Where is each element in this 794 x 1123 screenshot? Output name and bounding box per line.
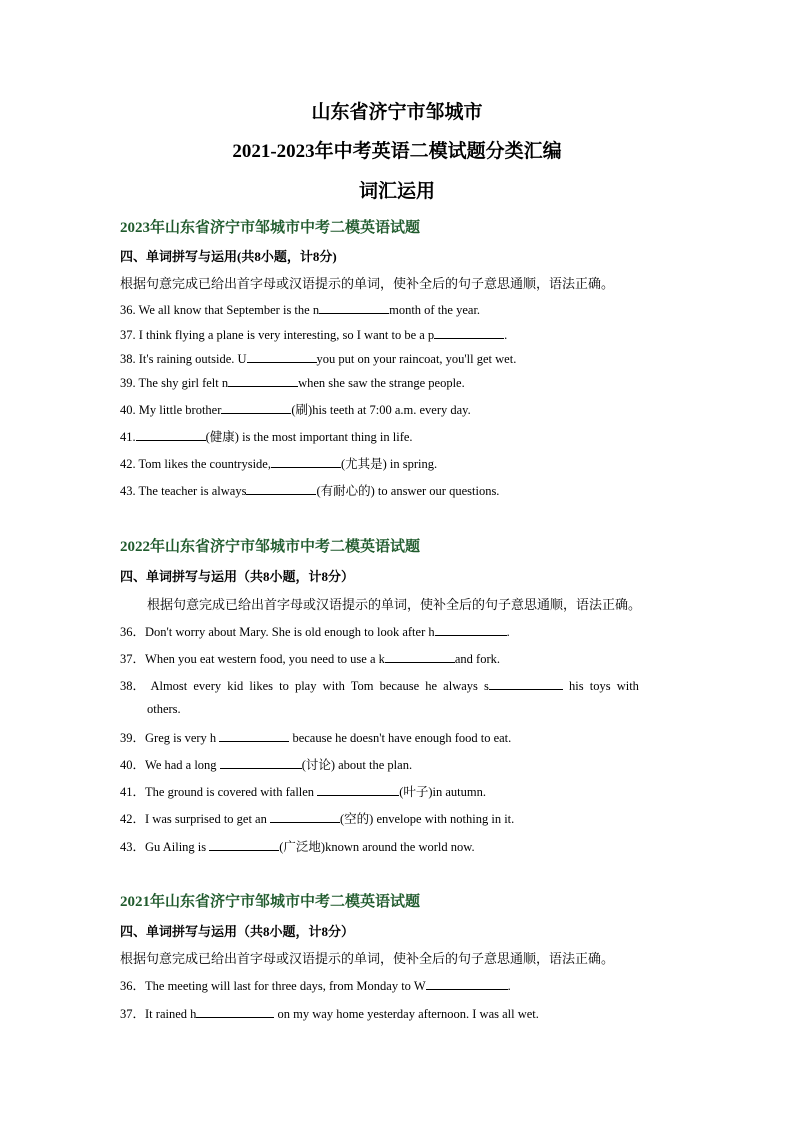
question-2023-40: 40. My little brother (刷)his teeth at 7:00 a.m. every day. xyxy=(120,403,471,417)
question-2021-36: 36．The meeting will last for three days, from Monday to W . xyxy=(120,979,511,993)
section-heading-2023: 2023年山东省济宁市邹城市中考二模英语试题 xyxy=(120,220,421,236)
question-2023-42: 42. Tom likes the countryside, (尤其是) in spring. xyxy=(120,457,438,471)
question-2023-39: 39. The shy girl felt n when she saw the strange people. xyxy=(120,376,465,390)
doc-title-topic: 词汇运用 xyxy=(358,181,435,202)
answer-blank[interactable] xyxy=(385,650,455,663)
question-2023-38: 38. It's raining outside. U you put on your raincoat, you'll get wet. xyxy=(120,352,517,366)
answer-blank[interactable] xyxy=(247,350,317,363)
answer-blank[interactable] xyxy=(209,838,279,851)
answer-blank[interactable] xyxy=(489,677,563,690)
doc-title-main: 2021-2023年中考英语二模试题分类汇编 xyxy=(232,141,562,162)
section-heading-2022: 2022年山东省济宁市邹城市中考二模英语试题 xyxy=(120,539,421,555)
section-instruction-2023: 根据句意完成已给出首字母或汉语提示的单词，使补全后的句子意思通顺，语法正确。 xyxy=(120,276,615,291)
answer-blank[interactable] xyxy=(271,455,341,468)
answer-blank[interactable] xyxy=(228,374,298,387)
question-2022-40: 40．We had a long (讨论) about the plan. xyxy=(120,758,413,772)
answer-blank[interactable] xyxy=(219,729,289,742)
question-2021-37: 37．It rained h on my way home yesterday afternoon. I was all wet. xyxy=(120,1007,539,1021)
answer-blank[interactable] xyxy=(270,810,340,823)
question-2022-38: 38． Almost every kid likes to play with Tom because he always s his toys with xyxy=(120,679,639,693)
answer-blank[interactable] xyxy=(220,756,302,769)
answer-blank[interactable] xyxy=(434,326,504,339)
answer-blank[interactable] xyxy=(196,1005,274,1018)
question-2022-37: 37．When you eat western food, you need to use a k and fork. xyxy=(120,652,500,666)
question-2023-37: 37. I think flying a plane is very interesting, so I want to be a p . xyxy=(120,328,508,342)
answer-blank[interactable] xyxy=(317,783,399,796)
section-instruction-2021: 根据句意完成已给出首字母或汉语提示的单词，使补全后的句子意思通顺，语法正确。 xyxy=(120,951,615,966)
question-2022-41: 41．The ground is covered with fallen (叶子)in autumn. xyxy=(120,785,486,799)
section-subheading-2021: 四、单词拼写与运用（共8小题，计8分） xyxy=(120,924,355,939)
answer-blank[interactable] xyxy=(435,623,507,636)
question-2022-36: 36．Don't worry about Mary. She is old enough to look after h . xyxy=(120,625,510,639)
answer-blank[interactable] xyxy=(319,301,389,314)
section-heading-2021: 2021年山东省济宁市邹城市中考二模英语试题 xyxy=(120,894,421,910)
answer-blank[interactable] xyxy=(246,482,316,495)
section-subheading-2022: 四、单词拼写与运用（共8小题，计8分） xyxy=(120,569,355,584)
section-instruction-2022: 根据句意完成已给出首字母或汉语提示的单词，使补全后的句子意思通顺，语法正确。 xyxy=(147,597,642,612)
section-subheading-2023: 四、单词拼写与运用(共8小题，计8分) xyxy=(120,249,337,264)
question-2023-41: 41. (健康) is the most important thing in life. xyxy=(120,430,413,444)
question-2022-42: 42．I was surprised to get an (空的) envelope with nothing in it. xyxy=(120,812,515,826)
question-2022-38-continued: others. xyxy=(147,702,181,716)
answer-blank[interactable] xyxy=(221,401,291,414)
question-2023-36: 36. We all know that September is the n month of the year. xyxy=(120,303,481,317)
question-2022-43: 43．Gu Ailing is (广泛地)known around the world now. xyxy=(120,840,475,854)
doc-title-region: 山东省济宁市邹城市 xyxy=(311,102,483,123)
question-2023-43: 43. The teacher is always (有耐心的) to answer our questions. xyxy=(120,484,500,498)
question-2022-39: 39．Greg is very h because he doesn't have enough food to eat. xyxy=(120,731,512,745)
answer-blank[interactable] xyxy=(136,428,206,441)
answer-blank[interactable] xyxy=(426,977,508,990)
